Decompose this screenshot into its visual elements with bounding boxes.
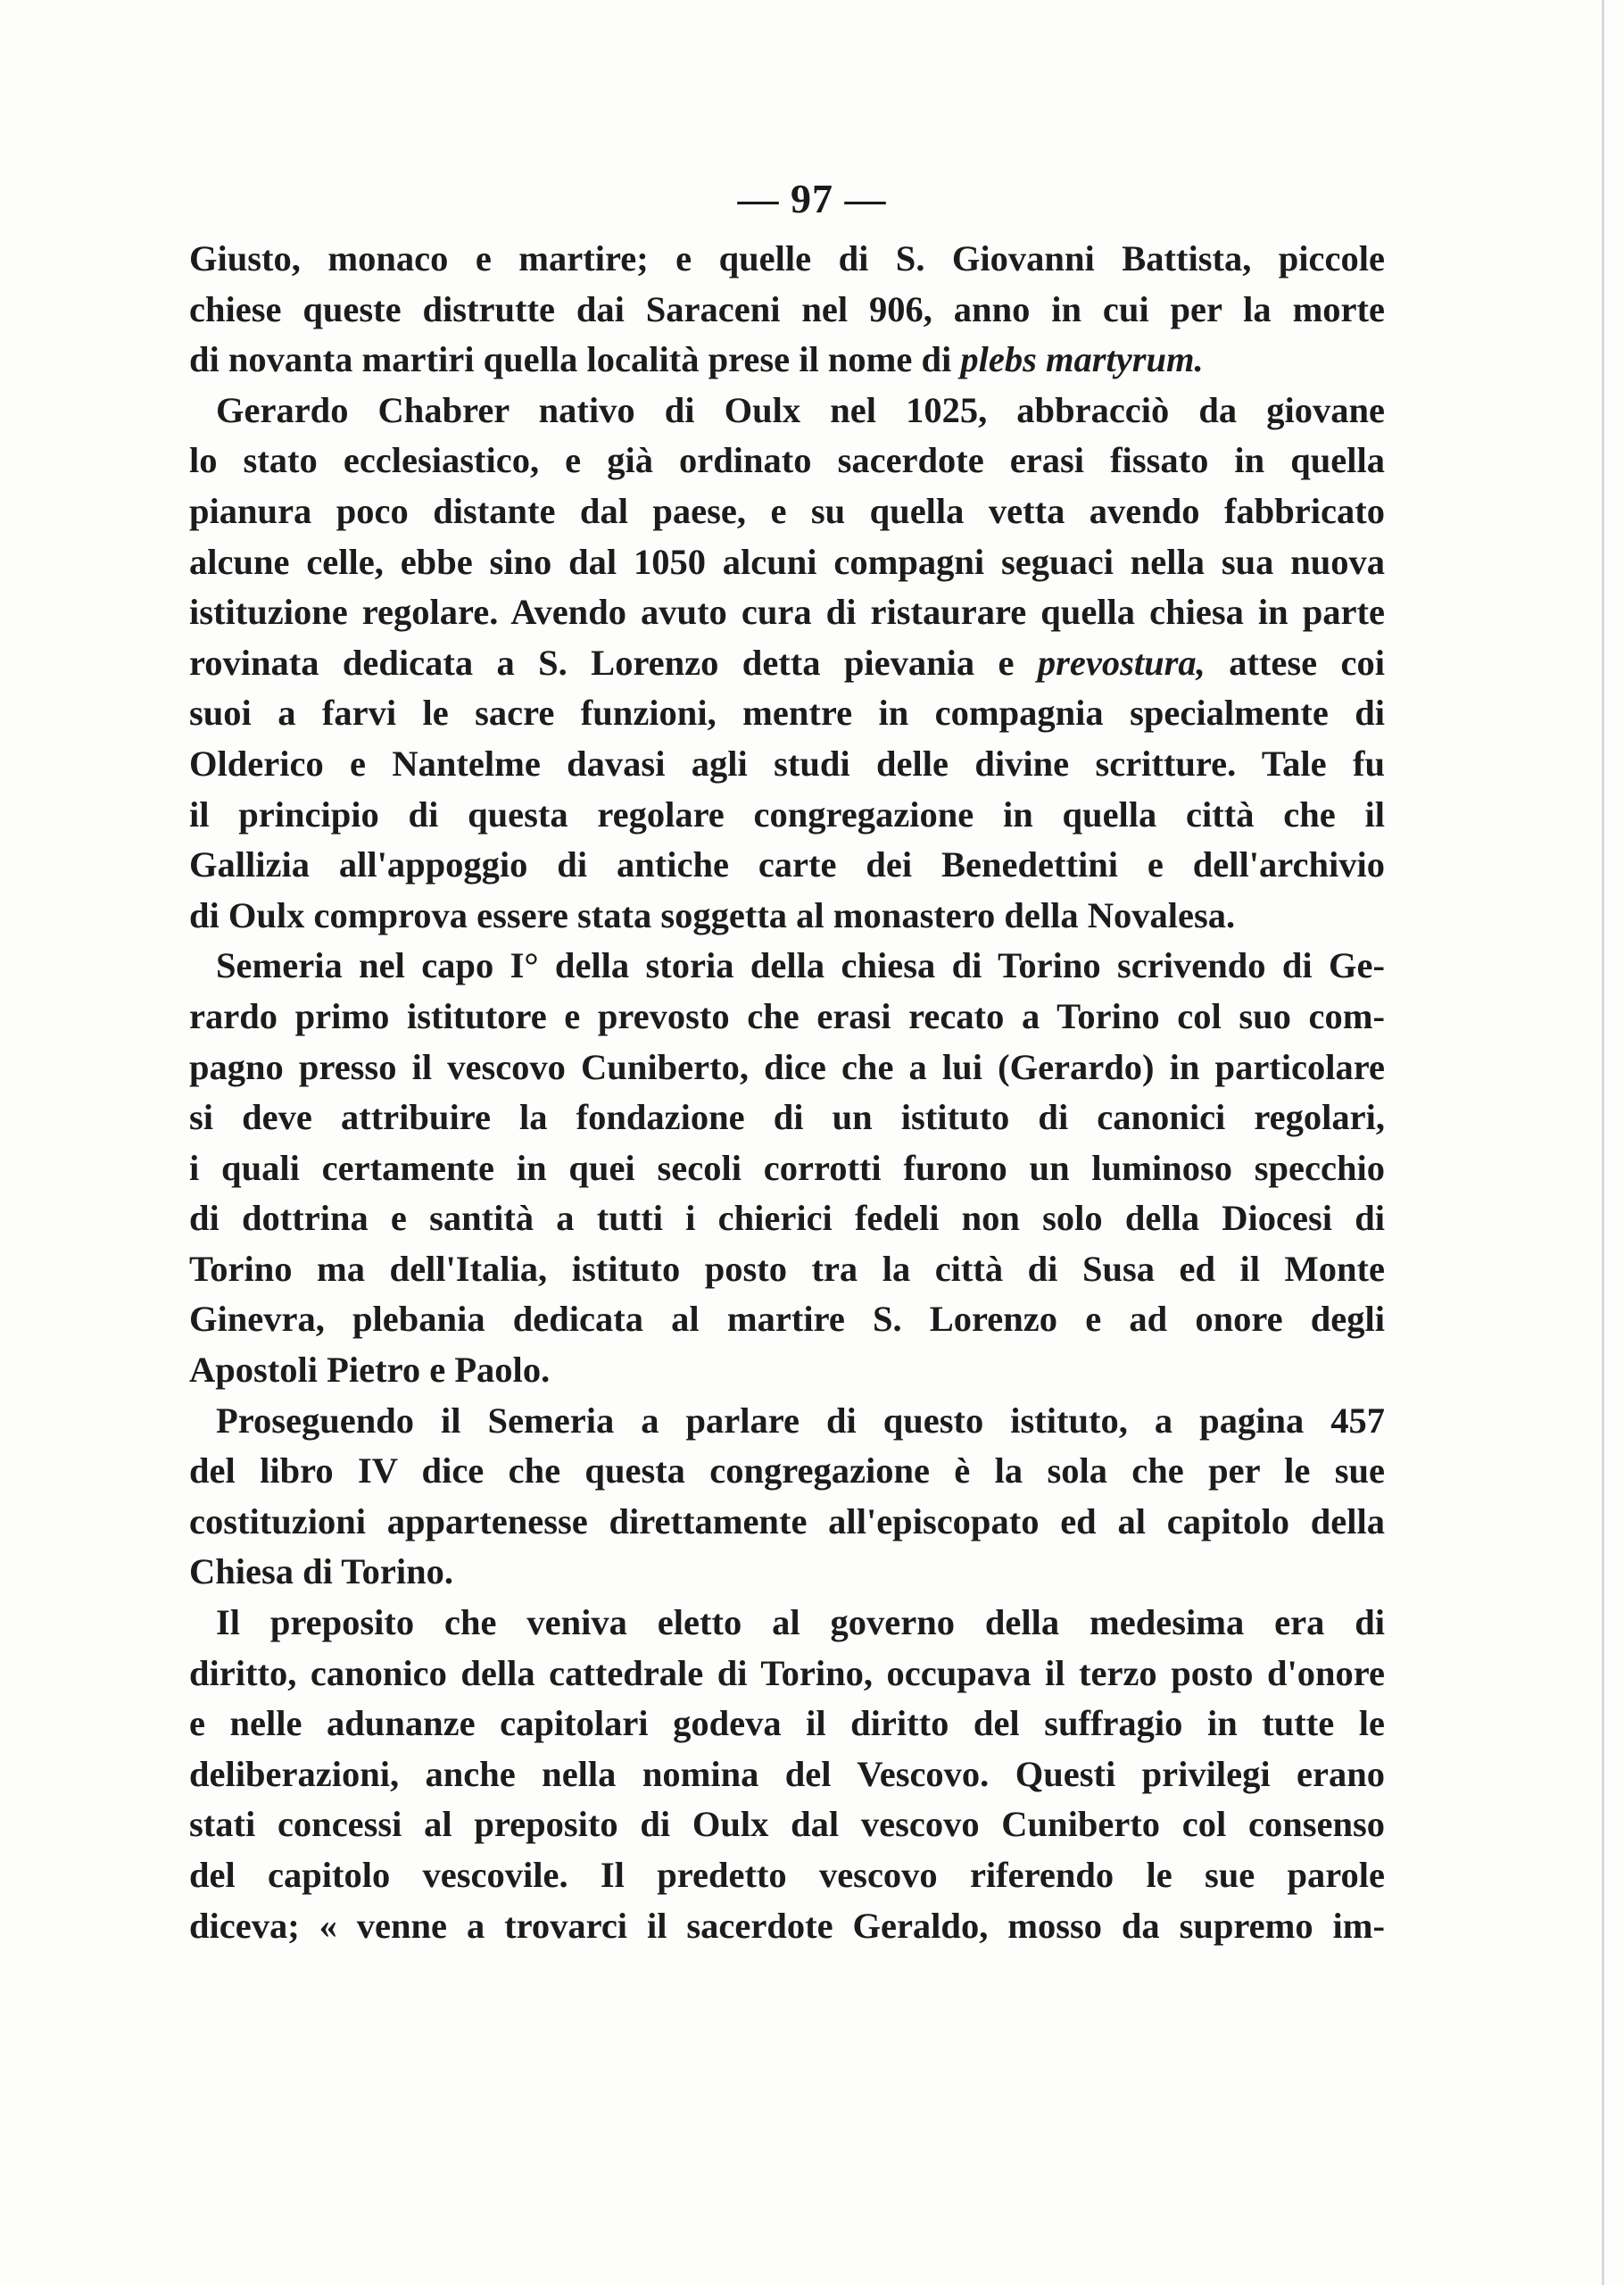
text-line: Ginevra, plebania dedicata al martire S. Lorenzo e ad onore degli bbox=[189, 1299, 1385, 1340]
text-line: diritto, canonico della cattedrale di Torino, occupava il terzo posto d'onore bbox=[189, 1652, 1385, 1693]
paragraph-first-line: Semeria nel capo I° della storia della chiesa di Torino scrivendo di Ge- bbox=[216, 945, 1385, 986]
text-line: pagno presso il vescovo Cuniberto, dice che a lui (Gerardo) in particolare bbox=[189, 1046, 1385, 1087]
text-line: rardo primo istitutore e prevosto che erasi recato a Torino col suo com- bbox=[189, 995, 1385, 1036]
text-line: lo stato ecclesiastico, e già ordinato sacerdote erasi fissato in quella bbox=[189, 440, 1385, 481]
page-number: — 97 — bbox=[737, 176, 887, 221]
text-line: deliberazioni, anche nella nomina del Vescovo. Questi privilegi erano bbox=[189, 1753, 1385, 1794]
text-line: alcune celle, ebbe sino dal 1050 alcuni compagni seguaci nella sua nuova bbox=[189, 541, 1385, 582]
paragraph-first-line: Gerardo Chabrer nativo di Oulx nel 1025, abbracciò da giovane bbox=[216, 389, 1385, 430]
text-line: e nelle adunanze capitolari godeva il diritto del suffragio in tutte le bbox=[189, 1703, 1385, 1744]
text-line bbox=[189, 638, 1385, 689]
text-segment: di novanta martiri quella località prese il nome di bbox=[189, 339, 961, 380]
text-line: del capitolo vescovile. Il predetto vescovo riferendo le sue parole bbox=[189, 1855, 1385, 1895]
text-line: di dottrina e santità a tutti i chierici fedeli non solo della Diocesi di bbox=[189, 1198, 1385, 1239]
text-line: Chiesa di Torino. bbox=[189, 1551, 453, 1592]
text-line bbox=[189, 335, 1385, 386]
text-line: Olderico e Nantelme davasi agli studi delle divine scritture. Tale fu bbox=[189, 743, 1385, 784]
body-text bbox=[189, 234, 1385, 1951]
text-line: Giusto, monaco e martire; e quelle di S. Giovanni Battista, piccole bbox=[189, 238, 1385, 278]
text-segment: rovinata dedicata a S. Lorenzo detta pievania e bbox=[189, 642, 1038, 683]
text-line: costituzioni appartenesse direttamente all'episcopato ed al capitolo della bbox=[189, 1500, 1385, 1541]
text-line: il principio di questa regolare congregazione in quella città che il bbox=[189, 794, 1385, 835]
italic-term: plebs martyrum. bbox=[960, 339, 1204, 380]
text-line: stati concessi al preposito di Oulx dal vescovo Cuniberto col consenso bbox=[189, 1804, 1385, 1845]
text-line: Gallizia all'appoggio di antiche carte dei Benedettini e dell'archivio bbox=[189, 844, 1385, 885]
text-line: si deve attribuire la fondazione di un istituto di canonici regolari, bbox=[189, 1097, 1385, 1138]
text-line: i quali certamente in quei secoli corrotti furono un luminoso specchio bbox=[189, 1147, 1385, 1188]
paragraph-first-line: Il preposito che veniva eletto al governo della medesima era di bbox=[216, 1602, 1385, 1643]
italic-term: prevostura, bbox=[1037, 642, 1206, 683]
text-line: di Oulx comprova essere stata soggetta al monastero della Novalesa. bbox=[189, 894, 1236, 935]
text-line: istituzione regolare. Avendo avuto cura di ristaurare quella chiesa in parte bbox=[189, 592, 1385, 633]
text-line: pianura poco distante dal paese, e su quella vetta avendo fabbricato bbox=[189, 490, 1385, 531]
text-line: Apostoli Pietro e Paolo. bbox=[189, 1350, 551, 1391]
text-segment: attese coi bbox=[1205, 642, 1385, 683]
page-edge-line bbox=[1602, 0, 1604, 2285]
text-line: suoi a farvi le sacre funzioni, mentre in compagnia specialmente di bbox=[189, 693, 1385, 734]
text-line: Torino ma dell'Italia, istituto posto tra la città di Susa ed il Monte bbox=[189, 1248, 1385, 1289]
text-line: diceva; « venne a trovarci il sacerdote Geraldo, mosso da supremo im- bbox=[189, 1905, 1385, 1946]
text-line: del libro IV dice che questa congregazione è la sola che per le sue bbox=[189, 1450, 1385, 1491]
text-line: chiese queste distrutte dai Saraceni nel 906, anno in cui per la morte bbox=[189, 288, 1385, 329]
paragraph-first-line: Proseguendo il Semeria a parlare di questo istituto, a pagina 457 bbox=[216, 1400, 1385, 1441]
